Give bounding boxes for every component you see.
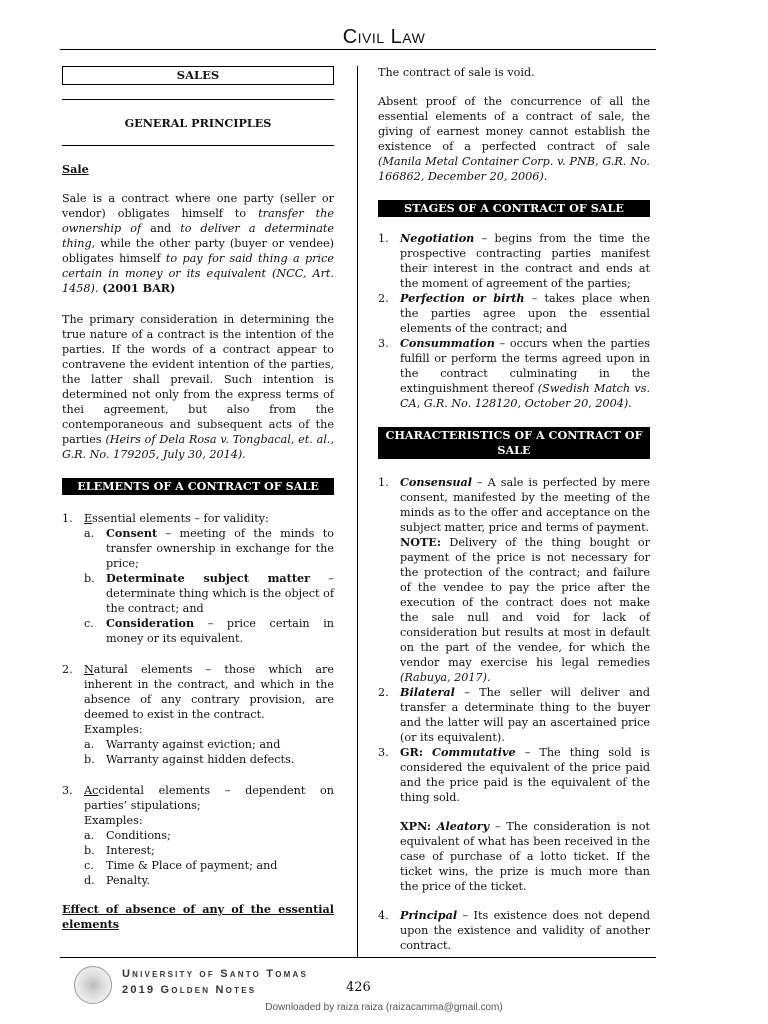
characteristic-text: – The thing sold is considered the equivalent of the price paid and the price paid is the equivalent of the thing sold. [400, 746, 650, 804]
text-run: and [141, 222, 181, 235]
characteristic-label: Bilateral [400, 685, 455, 699]
accidental-elements-text: cidental elements – dependent on parties’ stipulations; [84, 784, 334, 812]
list-number: 2. [378, 686, 389, 699]
list-number: 2. [62, 663, 73, 676]
natural-elements-item [62, 662, 334, 767]
examples-label: Examples: [84, 723, 143, 736]
sublist-item [84, 737, 334, 752]
sublist-letter: b. [84, 753, 95, 766]
sublist-letter: d. [84, 874, 95, 887]
footer-rule [60, 957, 656, 958]
void-statement: The contract of sale is void. [378, 66, 535, 79]
sublist-item [84, 526, 334, 571]
golden-notes-label: 2019 Golden Notes [122, 984, 257, 996]
stage-label: Perfection or birth [400, 291, 525, 305]
sublist-item [84, 873, 334, 888]
text-run: to deliver a determinate thing, [62, 222, 334, 250]
sublist-item [84, 828, 334, 843]
text-run: while the other party (buyer or vendee) obligates himself [62, 237, 334, 265]
element-text: Conditions; [106, 829, 171, 842]
stage-item [378, 291, 650, 336]
sublist-letter: a. [84, 829, 95, 842]
characteristic-text: – Its existence does not depend upon the existence and validity of another contract. [400, 909, 650, 952]
characteristic-label: Consensual [400, 475, 472, 489]
initial-letter: N [84, 663, 94, 676]
characteristics-section-bar: CHARACTERISTICS OF A CONTRACT OF SALE [378, 427, 650, 459]
sublist-letter: b. [84, 844, 95, 857]
sublist-letter: c. [84, 859, 94, 872]
sublist-item [84, 571, 334, 616]
characteristic-text: – The seller will deliver and transfer a determinate thing to the buyer and the latter will pay an ascertained price (or its equivalent). [400, 686, 650, 744]
note-label: NOTE: [400, 535, 441, 549]
characteristic-bilateral [378, 685, 650, 745]
element-text: – meeting of the minds to transfer ownership in exchange for the price; [106, 527, 334, 570]
note-citation: (Rabuya, 2017). [400, 671, 491, 684]
element-label: Consent [106, 526, 158, 540]
essential-elements-text: ssential elements – for validity: [92, 512, 269, 525]
list-number: 1. [62, 512, 73, 525]
characteristic-text: – A sale is perfected by mere consent, manifested by the meeting of the minds as to the offer and acceptance on the subject matter, price and terms of payment. [400, 476, 650, 534]
sublist-letter: c. [84, 617, 94, 630]
element-text: Warranty against eviction; and [106, 738, 281, 751]
text-run: Sale is a contract where one party (seller or vendor) obligates himself to [62, 192, 334, 220]
stage-text: – occurs when the parties fulfill or perform the terms agreed upon in the contract culminating in the extinguishment thereof [400, 337, 650, 395]
list-number: 3. [378, 746, 389, 759]
sublist-letter: a. [84, 527, 95, 540]
essential-sublist [84, 526, 334, 646]
text-run: to pay for said thing a price certain in money or its equivalent (NCC, Art. 1458). [62, 252, 335, 295]
sublist-letter: b. [84, 572, 95, 585]
sale-definition [62, 191, 334, 296]
ust-seal-icon [74, 966, 112, 1004]
accidental-elements-item [62, 783, 334, 888]
text-run: Absent proof of the concurrence of all the essential elements of a contract of sale, the giving of earnest money cannot establish the existence of a perfected contract of sale [378, 95, 650, 153]
primary-consideration-paragraph [62, 312, 334, 462]
sublist-item [84, 858, 334, 873]
aleatory-text: – The consideration is not equivalent of what has been received in the case of purchase of a lotto ticket. If the ticket wins, the prize is much more than the price of the ticket. [400, 820, 650, 893]
list-number: 3. [378, 337, 389, 350]
list-number: 1. [378, 232, 389, 245]
list-number: 4. [378, 909, 389, 922]
header-rule [60, 49, 656, 50]
sales-box: SALES [62, 66, 334, 85]
element-label: Determinate subject matter [106, 571, 311, 585]
element-text: – price certain in money or its equivalent. [106, 617, 334, 645]
aleatory-label: Aleatory [436, 819, 490, 833]
element-text: – determinate thing which is the object of the contract; and [106, 572, 334, 615]
essential-elements-item [62, 511, 334, 646]
effect-absence-heading: Effect of absence of any of the essential elements [62, 902, 334, 931]
accidental-sublist [84, 828, 334, 888]
element-text: Penalty. [106, 874, 150, 887]
sublist-item [84, 616, 334, 646]
text-run: transfer the ownership of [62, 207, 334, 235]
initial-letter: E [84, 512, 93, 525]
note-text: Delivery of the thing bought or payment of the price is not necessary for the protection of the contract; and failure of the vendee to pay the price after the execution of the contract does not make the sale null and void for lack of consideration but results at most in default on the part of the vendee, for which the vendor may exercise his legal remedies [400, 536, 650, 669]
characteristic-consensual [378, 475, 650, 685]
list-number: 1. [378, 476, 389, 489]
stage-label: Consummation [400, 336, 495, 350]
stage-text: – begins from the time the prospective contracting parties manifest their interest in the contract and ends at the moment of agreement of the parties; [400, 232, 650, 290]
stages-list [378, 231, 650, 411]
characteristic-commutative [378, 745, 650, 894]
section-rule-2 [62, 145, 334, 146]
stage-label: Negotiation [400, 231, 475, 245]
stages-section-bar: STAGES OF A CONTRACT OF SALE [378, 200, 650, 217]
text-run: The primary consideration in determining the true nature of a contract is the intention of the parties. If the words of a contract appear to contravene the evident intention of the parties, the latter shall prevail. Such intention is determined not only from the express terms of thei agreement, but also from the contemporaneous and subsequent acts of the parties [62, 313, 334, 446]
initial-letter: Ac [84, 784, 99, 797]
sale-heading: Sale [62, 162, 89, 176]
text-run: (Heirs of Dela Rosa v. Tongbacal, et. al., G.R. No. 179205, July 30, 2014). [62, 433, 335, 461]
list-number: 3. [62, 784, 73, 797]
examples-label: Examples: [84, 814, 143, 827]
xpn-label: XPN: [400, 819, 432, 833]
stage-text: – takes place when the parties agree upon the essential elements of the contract; and [400, 292, 651, 335]
list-number: 2. [378, 292, 389, 305]
general-principles-heading: GENERAL PRINCIPLES [124, 116, 272, 130]
text-run: (Manila Metal Container Corp. v. PNB, G.R. No. 166862, December 20, 2006). [378, 155, 650, 183]
element-text: Time & Place of payment; and [106, 859, 278, 872]
download-notice: Downloaded by raiza raiza (raizacamma@gmail.com) [265, 1002, 503, 1013]
university-name: University of Santo Tomas [122, 968, 309, 980]
page-header-title: Civil Law [342, 26, 426, 48]
elements-section-bar: ELEMENTS OF A CONTRACT OF SALE [62, 478, 334, 495]
natural-sublist [84, 737, 334, 767]
absent-proof-paragraph [378, 94, 650, 184]
stage-citation: (Swedish Match vs. CA, G.R. No. 128120, October 20, 2004). [400, 382, 651, 410]
element-text: Warranty against hidden defects. [106, 753, 295, 766]
element-label: Consideration [106, 616, 195, 630]
natural-elements-text: atural elements – those which are inherent in the contract, and which in the absence of any contrary provision, are deemed to exist in the contract. [84, 663, 334, 721]
characteristic-label: Principal [400, 908, 458, 922]
stage-item [378, 336, 650, 411]
characteristic-principal [378, 908, 650, 953]
sublist-letter: a. [84, 738, 95, 751]
characteristic-label: Commutative [432, 745, 516, 759]
sublist-item [84, 843, 334, 858]
section-rule [62, 99, 334, 100]
stage-item [378, 231, 650, 291]
column-divider [357, 66, 358, 957]
text-run: (2001 BAR) [98, 281, 176, 295]
sublist-item [84, 752, 334, 767]
page-number: 426 [346, 980, 371, 995]
right-column [378, 66, 650, 953]
gr-label: GR: [400, 745, 423, 759]
left-column [62, 66, 334, 932]
element-text: Interest; [106, 844, 155, 857]
